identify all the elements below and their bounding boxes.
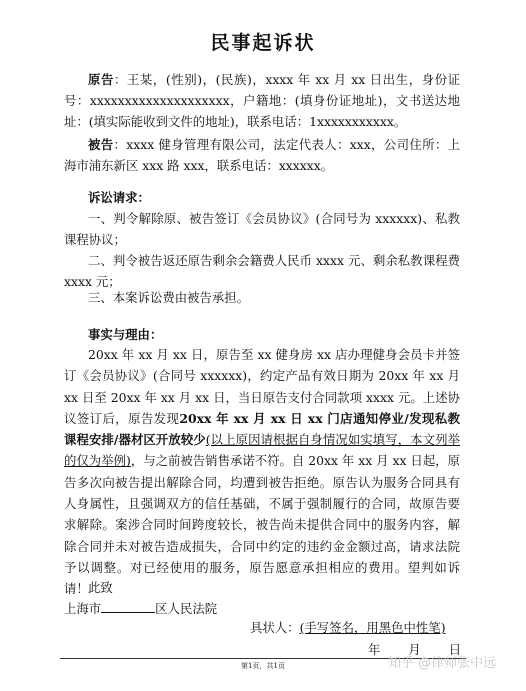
claim-item-1: 一、判令解除原、被告签订《会员协议》(合同号为 xxxxxx)、私教课程协议； <box>64 211 460 247</box>
facts-underlined-note: (以上原因请根据自身情况如实填写，本文列举的仅为举例) <box>64 432 460 469</box>
court-prefix: 上海市 <box>64 601 102 616</box>
claim-item-2: 二、判令被告返还原告剩余会籍费人民币 xxxx 元、剩余私教课程费 xxxx 元； <box>64 253 460 289</box>
watermark-text: 知乎 @律师张中远 <box>388 656 497 671</box>
signer-note: (手写签名，用黑色中性笔) <box>299 620 446 635</box>
facts-heading-text: 事实与理由： <box>88 327 163 342</box>
signer-label: 具状人： <box>250 620 300 635</box>
facts-bold-text: 20xx 年 xx 月 xx 日 xx 门店通知停业/发现私教课程安排/器材区开放较少 <box>64 410 461 448</box>
page-footer: 第1页，共1页 <box>241 662 285 670</box>
court-district-blank <box>101 600 155 613</box>
court-suffix: 区人民法院 <box>155 601 218 616</box>
claims-heading-text: 诉讼请求： <box>88 190 150 205</box>
claims-heading <box>64 187 460 208</box>
facts-paragraph <box>64 344 460 600</box>
document-title: 民事起诉状 <box>210 32 316 54</box>
date-year-label: 年 <box>368 642 381 657</box>
plaintiff-paragraph <box>64 69 460 132</box>
facts-text-2: ，与之前被告销售承诺不符。自 20xx 年 xx 月 xx 日起，原告多次向被告提出解除合同，均遭到被告拒绝。原告认为服务合同具有人身属性，且强调双方的信任基础，不属于强制履行的合同，故原告要求解除。案涉合同时间跨度较长，被告尚未提供合同中的服务内容，解除合同并未对被告造成损失，合同中约定的违约金金额过高，请求法院予以调整。对已经使用的服务，原告愿意承担相应的费用。望判如诉请！ <box>64 453 461 597</box>
claim-item-3: 三、本案诉讼费由被告承担。 <box>88 290 250 305</box>
defendant-text: ：xxxx 健身管理有限公司，法定代表人：xxx，公司住所：上海市浦东新区 xxx 路 xxx，联系电话：xxxxxx。 <box>64 137 461 173</box>
facts-text-1: 20xx 年 xx 月 xx 日，原告至 xx 健身房 xx 店办理健身会员卡并签订《会员协议》(合同号 xxxxxx)，约定产品有效日期为 20xx 年 xx 月 xx 日至 20xx 年 xx 月 xx 日，当日原告支付合同款项 xxxx 元。上述协议签订后，原告发现 <box>64 347 460 426</box>
signer-line <box>250 618 446 636</box>
plaintiff-label: 原告 <box>88 72 114 87</box>
date-month-label: 月 <box>408 642 421 657</box>
closing-salutation: 此致 <box>88 580 113 595</box>
date-day-label: 日 <box>448 642 462 657</box>
defendant-paragraph <box>64 134 460 176</box>
watermark <box>388 652 496 671</box>
facts-heading <box>64 324 460 345</box>
defendant-label: 被告 <box>88 137 114 152</box>
court-line <box>64 598 460 619</box>
plaintiff-text: ：王某，(性别)，(民族)，xxxx 年 xx 月 xx 日出生，身份证号：xxxxxxxxxxxxxxxxxxxx，户籍地：(填身份证地址)，文书送达地址：(填实际能收到文件的地址)，联系电话：1xxxxxxxxxxx。 <box>64 72 461 129</box>
